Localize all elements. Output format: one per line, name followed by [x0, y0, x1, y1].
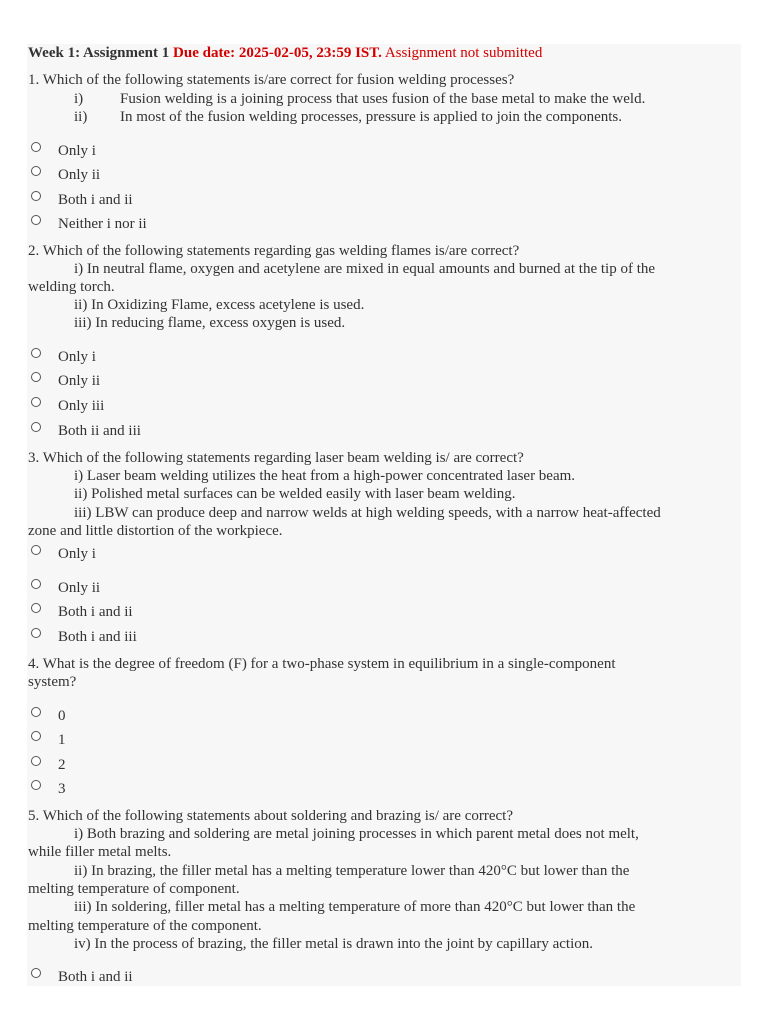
assignment-title: Week 1: Assignment 1 [28, 45, 170, 61]
due-date: Due date: 2025-02-05, 23:59 IST. [173, 45, 382, 61]
question-5-line-3: ii) In brazing, the filler metal has a melting temperature lower than 420°C but lower than the [74, 863, 630, 879]
question-2-line-1: i) In neutral flame, oxygen and acetylene are mixed in equal amounts and burned at the tip of the [74, 261, 656, 277]
option-label: Neither i nor ii [58, 216, 147, 232]
radio-button[interactable] [28, 212, 54, 232]
question-5-text: 5. Which of the following statements about soldering and brazing is/ are correct? [28, 808, 513, 824]
option-label: 3 [58, 781, 66, 797]
radio-button[interactable] [28, 704, 54, 724]
submission-status: Assignment not submitted [384, 45, 543, 61]
q3-option-3[interactable] [28, 600, 328, 620]
q1-option-4[interactable] [28, 212, 328, 232]
q1-option-2[interactable] [28, 163, 328, 183]
option-label: 2 [58, 757, 66, 773]
q3-option-1[interactable] [28, 542, 328, 562]
option-label: Both i and ii [58, 192, 133, 208]
option-label: Only ii [58, 373, 101, 389]
radio-button[interactable] [28, 625, 54, 645]
radio-button[interactable] [28, 163, 54, 183]
q5-option-1[interactable] [28, 965, 328, 985]
q2-option-2[interactable] [28, 369, 328, 389]
radio-button[interactable] [28, 576, 54, 596]
question-5-line-5: iii) In soldering, filler metal has a melting temperature of more than 420°C but lower than the [74, 899, 636, 915]
question-2-line-2: welding torch. [28, 279, 115, 295]
q3-option-2[interactable] [28, 576, 328, 596]
option-label: Only i [58, 546, 96, 562]
q2-option-3[interactable] [28, 394, 328, 414]
q3-option-4[interactable] [28, 625, 328, 645]
q1-option-1[interactable] [28, 139, 328, 159]
question-5-line-6: melting temperature of the component. [28, 918, 262, 934]
radio-button[interactable] [28, 188, 54, 208]
q2-option-1[interactable] [28, 345, 328, 365]
option-label: Only ii [58, 167, 101, 183]
question-5-line-2: while filler metal melts. [28, 844, 172, 860]
radio-button[interactable] [28, 600, 54, 620]
question-2-line-4: iii) In reducing flame, excess oxygen is used. [74, 315, 346, 331]
option-label: Only iii [58, 398, 105, 414]
option-label: Both ii and iii [58, 423, 141, 439]
question-5-line-1: i) Both brazing and soldering are metal joining processes in which parent metal does not melt, [74, 826, 639, 842]
q2-option-4[interactable] [28, 419, 328, 439]
assignment-header [28, 44, 542, 62]
option-label: Only i [58, 143, 96, 159]
question-1-text: 1. Which of the following statements is/are correct for fusion welding processes? [28, 72, 515, 88]
question-2-line-3: ii) In Oxidizing Flame, excess acetylene is used. [74, 297, 365, 313]
radio-button[interactable] [28, 345, 54, 365]
q1-option-3[interactable] [28, 188, 328, 208]
question-3-line-1: i) Laser beam welding utilizes the heat from a high-power concentrated laser beam. [74, 468, 576, 484]
radio-button[interactable] [28, 753, 54, 773]
option-label: Both i and ii [58, 604, 133, 620]
question-2-text: 2. Which of the following statements regarding gas welding flames is/are correct? [28, 243, 520, 259]
option-label: 1 [58, 732, 66, 748]
option-label: Only i [58, 349, 96, 365]
option-label: Only ii [58, 580, 101, 596]
q4-option-3[interactable] [28, 753, 328, 773]
radio-button[interactable] [28, 369, 54, 389]
radio-button[interactable] [28, 542, 54, 562]
question-3-line-4: zone and little distortion of the workpiece. [28, 523, 283, 539]
option-label: 0 [58, 708, 66, 724]
question-4-line-1: 4. What is the degree of freedom (F) for a two-phase system in equilibrium in a single-component [28, 656, 616, 672]
radio-button[interactable] [28, 728, 54, 748]
assignment-panel: Week 1: Assignment 1 Due date: 2025-02-05, 23:59 IST. Assignment not submitted 1. Which of the following statements is/are correct for fusion welding processes? i) Fusion welding is a joining process that uses fusion of the base metal to make the weld. ii) In most of the fusion welding processes, pressure is applied to join the components. Only i Only ii Both i and ii Neither i nor ii 2. Which of the following statements regarding gas welding flames is/are correct? i) In neutral flame, oxygen and acetylene are mixed in equal amounts and burned at the tip of the welding torch. ii) In Oxidizing Flame, excess acetylene is used. iii) In reducing flame, excess oxygen is used. Only i Only ii Only iii Both ii and iii 3. Which of the following statements regarding laser beam welding is/ are correct? i) Laser beam welding utilizes the heat from a high-power concentrated laser beam. ii) Polished metal surfaces can be welded easily with laser beam welding. iii) LBW can produce deep and narrow welds at high welding speeds, with a narrow heat-affected zone and little distortion of the workpiece. Only i Only ii Both i and ii Both i and iii 4. What is the degree of freedom (F) for a two-phase system in equilibrium in a single-component system? 0 1 2 3 5. Which of the following statements about soldering and brazing is/ are correct? i) Both brazing and soldering are metal joining processes in which parent metal does not melt, while filler metal melts. ii) In brazing, the filler metal has a melting temperature lower than 420°C but lower than the melting temperature of component. iii) In soldering, filler metal has a melting temperature of more than 420°C but lower than the melting temperature of the component. iv) In the process of brazing, the filler metal is drawn into the joint by capillary action. Both i and ii [27, 44, 741, 986]
radio-button[interactable] [28, 394, 54, 414]
question-3-line-2: ii) Polished metal surfaces can be welded easily with laser beam welding. [74, 486, 516, 502]
radio-button[interactable] [28, 777, 54, 797]
question-5-line-4: melting temperature of component. [28, 881, 240, 897]
radio-button[interactable] [28, 139, 54, 159]
q4-option-1[interactable] [28, 704, 328, 724]
question-3-text: 3. Which of the following statements regarding laser beam welding is/ are correct? [28, 450, 524, 466]
q4-option-2[interactable] [28, 728, 328, 748]
question-5-line-7: iv) In the process of brazing, the filler metal is drawn into the joint by capillary action. [74, 936, 594, 952]
radio-button[interactable] [28, 965, 54, 985]
q4-option-4[interactable] [28, 777, 328, 797]
question-3-line-3: iii) LBW can produce deep and narrow welds at high welding speeds, with a narrow heat-affected [74, 505, 661, 521]
radio-button[interactable] [28, 419, 54, 439]
question-4-line-2: system? [28, 674, 77, 690]
option-label: Both i and iii [58, 629, 137, 645]
option-label: Both i and ii [58, 969, 133, 985]
